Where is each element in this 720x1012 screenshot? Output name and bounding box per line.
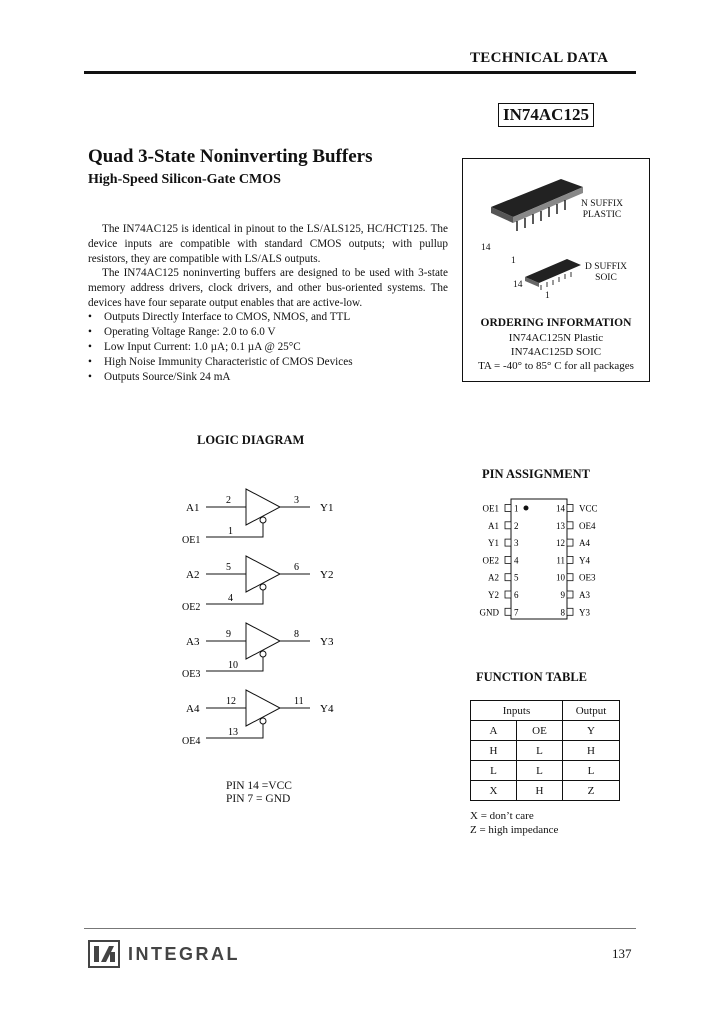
ordering-line: TA = -40° to 85° C for all packages (478, 360, 634, 372)
gate-input-label: A3 (186, 636, 200, 648)
integral-logo-icon (88, 940, 122, 968)
input-pin-number: 5 (226, 562, 231, 573)
pin-name: VCC (579, 503, 598, 514)
pin-name: Y1 (488, 538, 499, 549)
table-cell: L (517, 741, 563, 761)
pin-number: 8 (560, 607, 565, 618)
pin-pad (567, 591, 573, 598)
pin-name: Y4 (579, 555, 590, 566)
header-rule (84, 71, 636, 74)
enable-wire (206, 590, 263, 604)
buffer-gate-4 (182, 690, 334, 747)
feature-item: • Outputs Directly Interface to CMOS, NMOS, and TTL (88, 310, 353, 325)
input-pin-number: 2 (226, 495, 231, 506)
d-suffix-text: D SUFFIX (585, 262, 627, 272)
buffer-gate-1 (182, 489, 333, 546)
pin-number: 6 (514, 590, 519, 600)
gnd-note: PIN 7 = GND (226, 793, 291, 805)
table-cell: L (517, 761, 563, 781)
n-suffix-text: N SUFFIX (581, 199, 623, 209)
part-number: IN74AC125 (498, 103, 594, 127)
table-row (471, 741, 620, 761)
enable-pin-number: 13 (228, 727, 238, 738)
buffer-gate-3 (182, 623, 334, 680)
table-header-row (471, 701, 620, 721)
table-cell: X (471, 781, 517, 801)
pin-number: 7 (514, 607, 519, 618)
table-row (471, 761, 620, 781)
feature-item: • Operating Voltage Range: 2.0 to 6.0 V (88, 325, 353, 340)
description-text-2: The IN74AC125 noninverting buffers are designed to be used with 3-state memory address drivers, clock drivers, and other bus-oriented systems. The devices have four separate output enables that are active-low. (88, 267, 448, 309)
pin-name: OE1 (482, 503, 499, 514)
feature-list (88, 310, 353, 385)
dip-package-icon (491, 179, 583, 231)
pin-name: A1 (488, 520, 499, 531)
power-pin-notes (226, 780, 292, 806)
function-note: Z = high impedance (470, 824, 559, 836)
output-header: Output (563, 701, 620, 721)
pin-name: OE2 (482, 555, 499, 566)
brand-name: INTEGRAL (128, 944, 240, 964)
enable-pin-number: 1 (228, 526, 233, 537)
pin-pad (505, 574, 511, 581)
pin-pad (567, 608, 573, 615)
table-row (471, 781, 620, 801)
output-pin-number: 8 (294, 629, 299, 640)
input-pin-number: 9 (226, 629, 231, 640)
ordering-line: IN74AC125N Plastic (508, 332, 604, 344)
gate-output-label: Y4 (320, 703, 334, 715)
gate-enable-label: OE3 (182, 669, 201, 680)
pin-number: 5 (514, 572, 519, 583)
table-cell: OE (517, 721, 563, 741)
function-table (470, 700, 620, 801)
description-text-1: The IN74AC125 is identical in pinout to the LS/ALS125, HC/HCT125. The device inputs are compatible with standard CMOS outputs; with pullup resistors, they are compatible with LS/ALS outputs. (88, 223, 448, 265)
pin-name: A4 (579, 538, 590, 549)
gate-enable-label: OE4 (182, 736, 201, 747)
footer-rule (84, 928, 636, 929)
enable-wire (206, 523, 263, 537)
n-suffix-label (581, 199, 623, 221)
pin-pad (505, 539, 511, 546)
gate-output-label: Y3 (320, 636, 334, 648)
dip-pin14-label: 14 (481, 243, 491, 253)
output-pin-number: 11 (294, 696, 304, 707)
gate-enable-label: OE1 (182, 535, 201, 546)
description-paragraph-1 (88, 222, 448, 267)
dip-pin1-label: 1 (511, 256, 516, 266)
pin-number: 1 (514, 503, 519, 514)
pin-name: GND (479, 607, 499, 618)
enable-bubble (260, 584, 266, 590)
enable-pin-number: 4 (228, 593, 233, 604)
soic-pin1-label: 1 (545, 291, 550, 301)
gate-enable-label: OE2 (182, 602, 201, 613)
table-row (471, 721, 620, 741)
function-note: X = don’t care (470, 810, 534, 822)
buffer-gate-2 (182, 556, 333, 613)
pin1-marker (524, 506, 529, 511)
output-pin-number: 6 (294, 562, 299, 573)
pin-pad (567, 505, 573, 512)
pin-pad (567, 539, 573, 546)
enable-pin-number: 10 (228, 660, 238, 671)
pin-pad (505, 522, 511, 529)
pin-number: 11 (556, 555, 565, 566)
page-title: Quad 3-State Noninverting Buffers (88, 146, 373, 167)
ordering-line: IN74AC125D SOIC (510, 346, 602, 358)
pin-name: A2 (488, 572, 499, 583)
pin-pad (505, 505, 511, 512)
page-subtitle: High-Speed Silicon-Gate CMOS (88, 172, 281, 187)
table-cell: H (517, 781, 563, 801)
gate-output-label: Y1 (320, 502, 334, 514)
enable-bubble (260, 718, 266, 724)
pin-number: 3 (514, 538, 519, 549)
feature-item: • Outputs Source/Sink 24 mA (88, 370, 353, 385)
enable-bubble (260, 517, 266, 523)
function-table-heading: FUNCTION TABLE (476, 670, 588, 684)
table-cell: H (563, 741, 620, 761)
pin-number: 13 (556, 520, 565, 531)
package-illustration (463, 159, 649, 309)
n-type-text: PLASTIC (582, 210, 622, 220)
pin-assignment-heading: PIN ASSIGNMENT (482, 467, 591, 481)
pin-number: 2 (514, 520, 519, 531)
d-type-text: SOIC (595, 273, 617, 283)
output-pin-number: 3 (294, 495, 299, 506)
feature-item: • Low Input Current: 1.0 µA; 0.1 µA @ 25°C (88, 340, 353, 355)
ordering-heading: ORDERING INFORMATION (480, 317, 632, 329)
enable-bubble (260, 651, 266, 657)
table-cell: L (471, 761, 517, 781)
vcc-note: PIN 14 =VCC (226, 780, 292, 792)
gate-input-label: A4 (186, 703, 200, 715)
pin-name: OE3 (579, 572, 596, 583)
pin-pad (567, 522, 573, 529)
pin-pad (505, 608, 511, 615)
pin-number: 10 (556, 572, 565, 583)
pin-pad (567, 574, 573, 581)
table-cell: Y (563, 721, 620, 741)
pin-name: A3 (579, 590, 590, 600)
pin-name: OE4 (579, 520, 596, 531)
header-label: TECHNICAL DATA (470, 50, 609, 66)
pin-pad (505, 591, 511, 598)
table-cell: H (471, 741, 517, 761)
soic-pin14-label: 14 (513, 280, 523, 290)
pin-assignment-diagram (470, 497, 620, 622)
pin-name: Y3 (579, 607, 590, 618)
gate-input-label: A1 (186, 502, 200, 514)
pin-name: Y2 (488, 590, 499, 600)
logic-diagram-heading: LOGIC DIAGRAM (197, 433, 305, 447)
pin-number: 14 (556, 503, 565, 514)
page-number: 137 (612, 946, 632, 961)
inputs-header: Inputs (471, 701, 563, 721)
feature-item: • High Noise Immunity Characteristic of CMOS Devices (88, 355, 353, 370)
pin-number: 4 (514, 555, 519, 566)
pin-pad (567, 556, 573, 563)
table-cell: Z (563, 781, 620, 801)
table-cell: L (563, 761, 620, 781)
input-pin-number: 12 (226, 696, 236, 707)
gate-output-label: Y2 (320, 569, 334, 581)
pin-number: 12 (556, 538, 565, 549)
pin-pad (505, 556, 511, 563)
description-paragraph-2 (88, 266, 448, 311)
logic-diagram (170, 485, 370, 765)
pin-number: 9 (560, 590, 565, 600)
soic-package-icon (525, 259, 581, 290)
table-cell: A (471, 721, 517, 741)
gate-input-label: A2 (186, 569, 200, 581)
d-suffix-label (585, 262, 627, 284)
